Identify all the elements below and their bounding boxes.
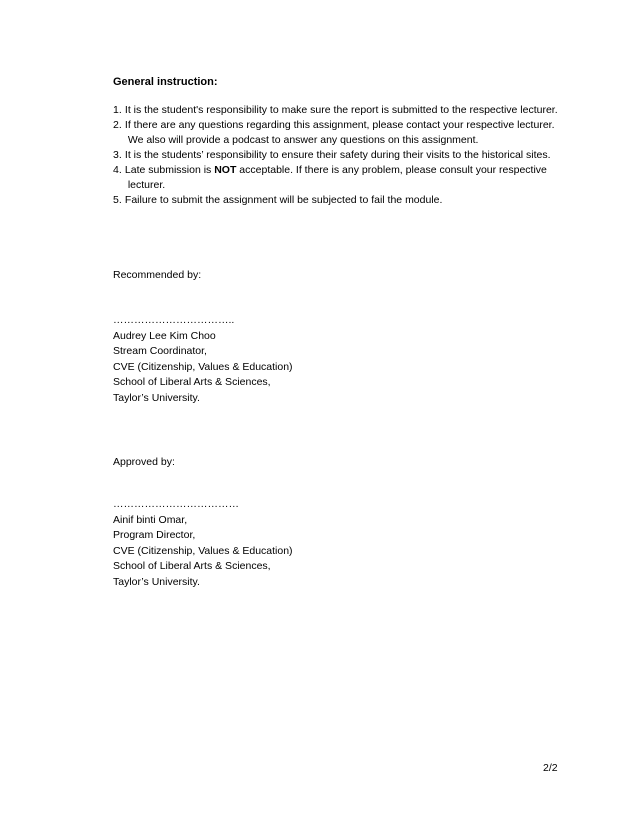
instruction-line: Failure to submit the assignment will be subjected to fail the module. — [124, 194, 443, 206]
signatory-school: School of Liberal Arts & Sciences, — [113, 560, 271, 572]
signature-line: …………………………….. — [113, 314, 235, 326]
instruction-text — [122, 103, 563, 118]
signatory-department: CVE (Citizenship, Values & Education) — [113, 360, 293, 373]
signatory-name: Ainif binti Omar, — [113, 513, 188, 526]
instruction-number: 5. — [113, 194, 122, 206]
page-number: 2/2 — [543, 762, 558, 774]
signatory-title: Stream Coordinator, — [113, 345, 207, 357]
recommended-signature-block — [113, 313, 293, 406]
instruction-item-5 — [113, 193, 563, 208]
instruction-text — [122, 193, 563, 208]
approved-label: Approved by: — [113, 456, 175, 468]
instruction-line: It is the students’ responsibility to ensure their safety during their visits to the historical sites. — [124, 149, 551, 161]
signatory-title: Program Director, — [113, 529, 196, 541]
instruction-number: 4. — [113, 164, 122, 176]
instruction-number: 3. — [113, 149, 122, 161]
instruction-line — [122, 118, 563, 133]
instruction-item-2 — [113, 118, 563, 148]
instruction-item-3 — [113, 148, 563, 163]
signatory-school: School of Liberal Arts & Sciences, — [113, 376, 271, 388]
instruction-line-text: We also will provide a podcast to answer any questions on this assignment. — [127, 134, 479, 146]
instruction-line-text: If there are any questions regarding this assignment, please contact your respective lecturer. — [124, 119, 555, 131]
recommended-label: Recommended by: — [113, 269, 202, 281]
instruction-line — [122, 178, 563, 193]
instruction-text — [122, 163, 563, 193]
instruction-line — [122, 163, 563, 178]
instruction-line-text: lecturer. — [127, 179, 166, 191]
instruction-line: It is the student's responsibility to make sure the report is submitted to the respective lecturer. — [124, 104, 558, 116]
signature-line: ……………………………… — [113, 498, 239, 510]
signatory-university: Taylor’s University. — [113, 575, 200, 588]
instruction-text — [122, 148, 563, 163]
instruction-text — [122, 118, 563, 148]
signatory-department: CVE (Citizenship, Values & Education) — [113, 544, 293, 557]
instruction-number: 2. — [113, 119, 122, 131]
instruction-item-4 — [113, 163, 563, 193]
approved-signature-block — [113, 497, 293, 590]
signatory-university: Taylor’s University. — [113, 391, 200, 404]
instruction-line-text: acceptable. If there is any problem, please consult your respective — [236, 164, 547, 176]
section-heading: General instruction: — [113, 76, 218, 88]
instruction-line-text: Late submission is — [124, 164, 215, 176]
instruction-number: 1. — [113, 104, 122, 116]
instruction-line — [122, 133, 563, 148]
instruction-item-1 — [113, 103, 563, 118]
instruction-list — [113, 103, 563, 208]
signatory-name: Audrey Lee Kim Choo — [113, 329, 216, 342]
emphasis-text: NOT — [214, 164, 237, 176]
